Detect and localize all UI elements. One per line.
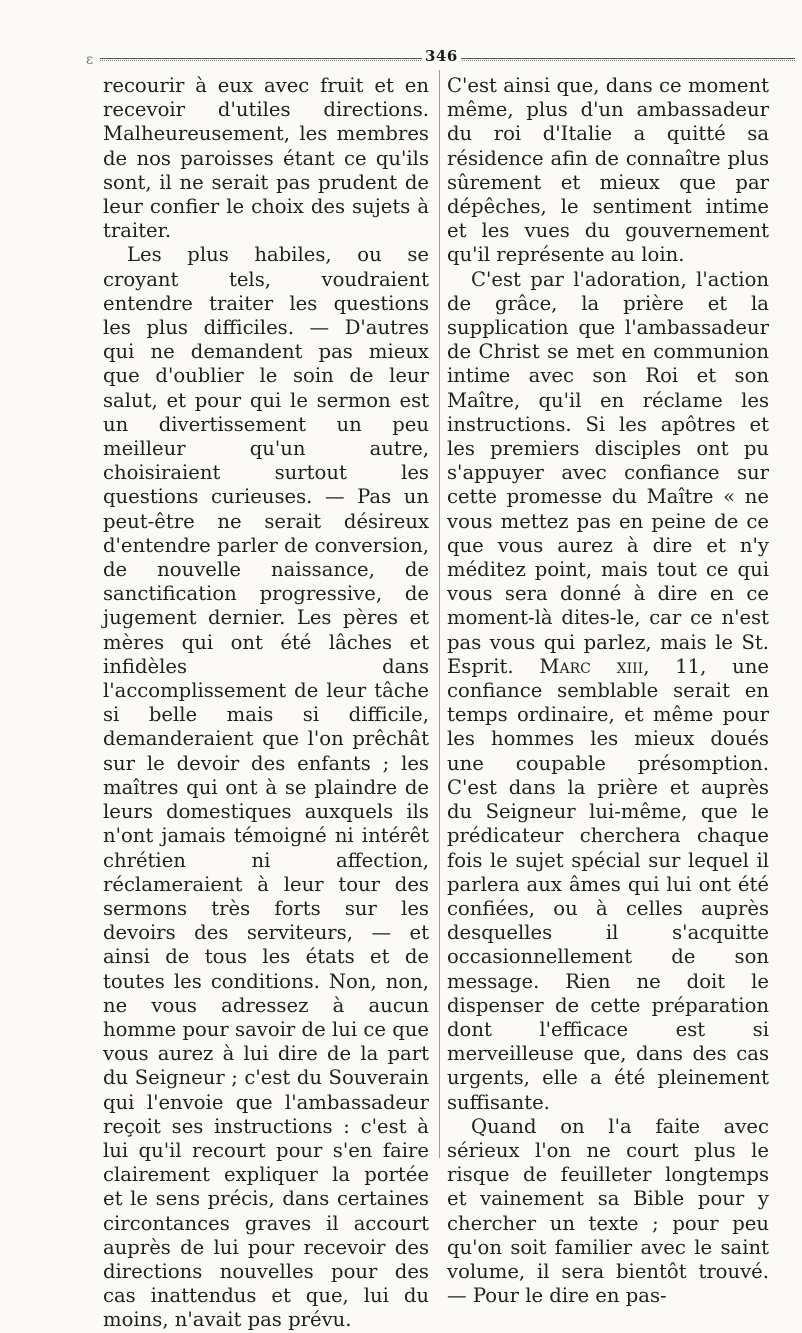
scripture-reference-chapter: xiii <box>616 654 644 678</box>
right-paragraph-2 <box>447 268 769 1115</box>
right-column <box>447 74 769 1308</box>
column-divider <box>439 70 440 1158</box>
right-paragraph-1: C'est ainsi que, dans ce moment même, plus d'un ambassadeur du roi d'Italie a quitté sa résidence afin de connaître plus sûrement et mieux que par dépêches, le sentiment intime et les vues du gouvernement qu'il représente au loin. <box>447 74 769 267</box>
page-header <box>100 44 795 66</box>
left-paragraph-2: Les plus habiles, ou se croyant tels, voudraient entendre traiter les questions les plus difficiles. — D'autres qui ne demandent pas mieux que d'oublier le soin de leur salut, et pour qui le sermon est un divertissement un peu meilleur qu'un autre, choisiraient surtout les questions curieuses. — Pas un peut-être ne serait désireux d'entendre parler de conversion, de nouvelle naissance, de sanctification progressive, de jugement dernier. Les pères et mères qui ont été lâches et infidèles dans l'accomplissement de leur tâche si belle mais si difficile, demanderaient que l'on prêchât sur le devoir des enfants ; les maîtres qui ont à se plaindre de leurs domestiques auxquels ils n'ont jamais témoigné ni intérêt chrétien ni affection, réclameraient à leur tour des sermons très forts sur les devoirs des serviteurs, — et ainsi de tous les états et de toutes les conditions. Non, non, ne vous adressez à aucun homme pour savoir de lui ce que vous aurez à lui dire de la part du Seigneur ; c'est du Souverain qui l'envoie que l'ambassadeur reçoit ses instructions : c'est à lui qu'il recourt pour s'en faire clairement expliquer la portée et le sens précis, dans certaines circontances graves il accourt auprès de lui pour recevoir des directions nouvelles pour des cas inattendus et que, lui du moins, n'avait pas prévu. <box>103 243 429 1332</box>
ink-mark: ɛ <box>86 52 94 68</box>
right-paragraph-2-part-2: , 11, une confiance semblable serait en temps ordinaire, et même pour les hommes les mieux doués une coupable présomption. C'est dans la prière et auprès du Seigneur lui-même, que le prédicateur cherchera chaque fois le sujet spécial sur lequel il parlera aux âmes qui lui ont été confiées, ou à celles auprès desquelles il s'acquitte occasionnellement de son message. Rien ne doit le dispenser de cette préparation dont l'efficace est si merveilleuse que, dans des cas urgents, elle a été pleinement suffisante. <box>447 654 769 1114</box>
page-number: 346 <box>422 47 461 65</box>
right-paragraph-2-part-1: C'est par l'adoration, l'action de grâce, la prière et la supplication que l'ambassadeur de Christ se met en communion intime avec son Roi et son Maître, qu'il en réclame les instructions. Si les apôtres et les premiers disciples ont pu s'appuyer avec confiance sur cette promesse du Maître « ne vous mettez pas en peine de ce que vous aurez à dire et n'y méditez point, mais tout ce qui vous sera donné à dire en ce moment-là dites-le, car ce n'est pas vous qui parlez, mais le St. Esprit. <box>447 267 769 678</box>
left-column <box>103 74 429 1333</box>
scripture-reference-book: Marc <box>539 654 591 678</box>
left-paragraph-1: recourir à eux avec fruit et en recevoir d'utiles directions. Malheureusement, les membres de nos paroisses étant ce qu'ils sont, il ne serait pas prudent de leur confier le choix des sujets à traiter. <box>103 74 429 243</box>
right-paragraph-3: Quand on l'a faite avec sérieux l'on ne court plus le risque de feuilleter longtemps et vainement sa Bible pour y chercher un texte ; pour peu qu'on soit familier avec le saint volume, il sera bientôt trouvé. — Pour le dire en pas- <box>447 1114 769 1308</box>
